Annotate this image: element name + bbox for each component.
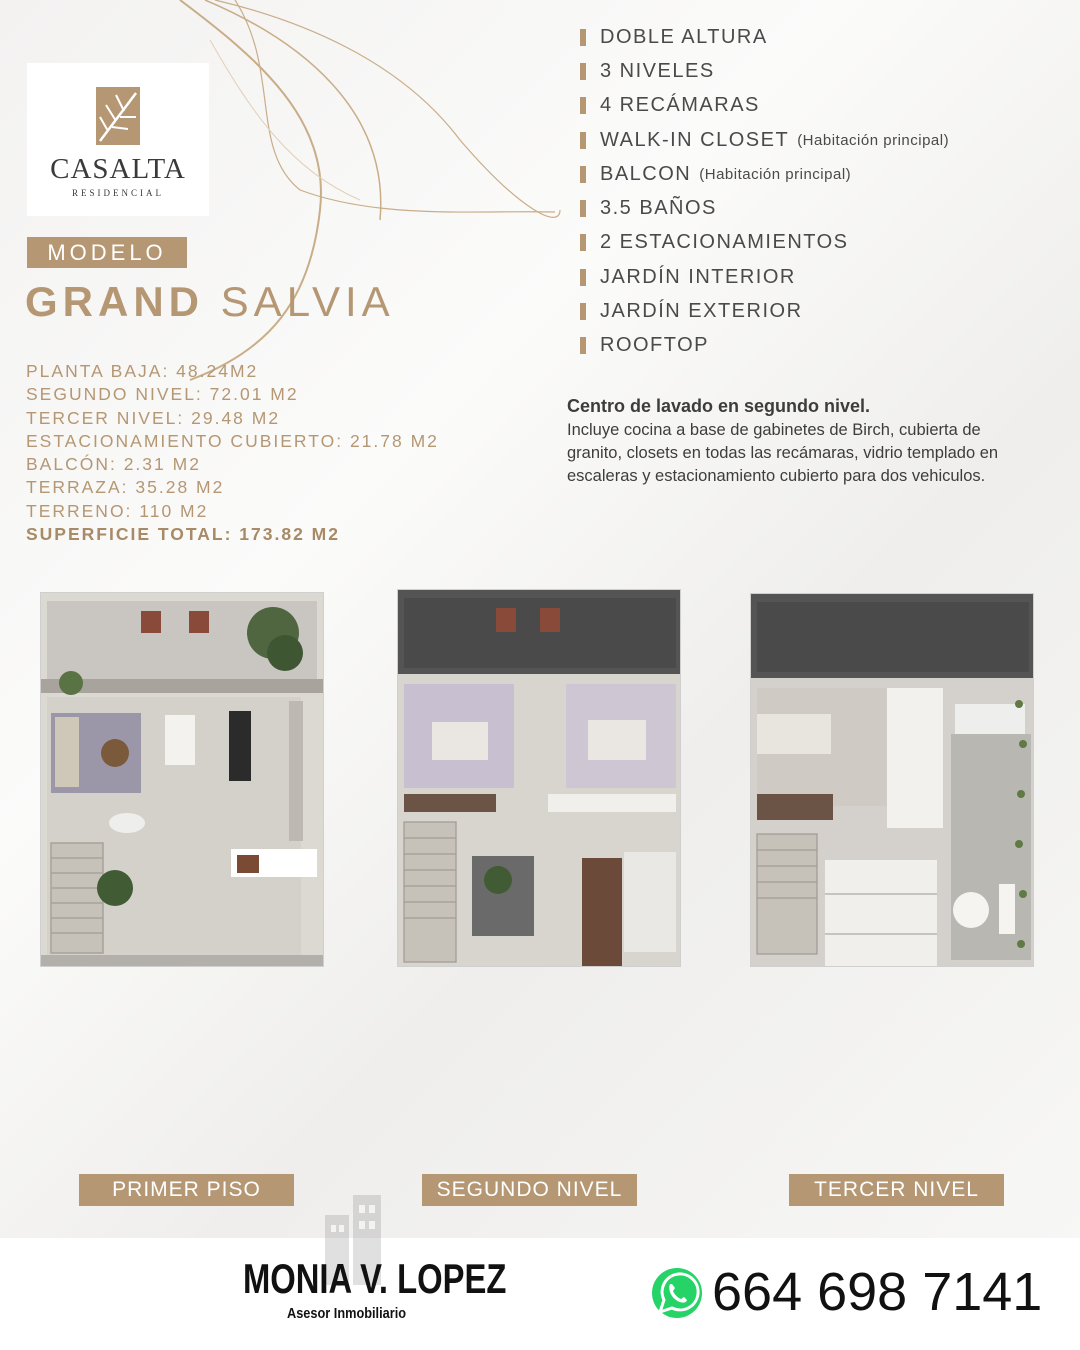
bullet-bar-icon [580,234,586,251]
bullet-bar-icon [580,166,586,183]
area-item: TERRAZA: 35.28 M2 [26,477,225,498]
feature-label: ROOFTOP [600,334,710,357]
description-text: Incluye cocina a base de gabinetes de Birch, cubierta de granito, closets en todas las recámaras, vidrio templado en escaleras y estacionamiento cubierto para dos vehiculos. [567,421,999,485]
feature-label: 4 RECÁMARAS [600,94,760,117]
bullet-bar-icon [580,63,586,80]
feature-item [580,123,1060,157]
feature-item [580,294,1060,328]
feature-label: BALCON [600,162,692,185]
feature-label: 3.5 BAÑOS [600,197,717,220]
bullet-bar-icon [580,269,586,286]
feature-item [580,191,1060,225]
feature-label: DOBLE ALTURA [600,25,768,48]
feature-label: 2 ESTACIONAMIENTOS [600,231,849,254]
bullet-bar-icon [580,132,586,149]
whatsapp-icon[interactable] [650,1266,704,1320]
feature-item [580,329,1060,363]
floor-plan-second [397,589,681,967]
model-title [25,278,395,326]
feature-label: 3 NIVELES [600,59,715,82]
feature-item [580,157,1060,191]
feature-label: JARDÍN EXTERIOR [600,300,803,323]
leaf-logo-icon [96,87,140,145]
feature-item [580,226,1060,260]
floor-plan-first [40,592,324,967]
model-name-bold: GRAND [25,278,204,325]
bullet-bar-icon [580,200,586,217]
floor-plan-third [750,593,1034,967]
plan-label-first: PRIMER PISO [79,1174,294,1206]
feature-list [580,20,1060,363]
area-item: TERCER NIVEL: 29.48 M2 [26,407,281,428]
area-item: ESTACIONAMIENTO CUBIERTO: 21.78 M2 [26,430,439,451]
feature-note: (Habitación principal) [797,131,950,149]
bullet-bar-icon [580,337,586,354]
feature-item [580,54,1060,88]
plan-label-second: SEGUNDO NIVEL [422,1174,637,1206]
area-item: BALCÓN: 2.31 M2 [26,454,201,475]
feature-label: JARDÍN INTERIOR [600,265,796,288]
agent-role: Asesor Inmobiliario [287,1305,407,1322]
casalta-logo [27,63,209,216]
feature-label: WALK-IN CLOSET [600,128,790,151]
area-item: TERRENO: 110 M2 [26,500,209,521]
model-badge: MODELO [27,237,187,268]
agent-name: MONIA V. LOPEZ [243,1255,507,1302]
model-name-light: SALVIA [220,278,395,325]
logo-name: CASALTA [50,153,186,185]
area-list [26,360,526,546]
description-title: Centro de lavado en segundo nivel. [567,396,871,416]
feature-note: (Habitación principal) [699,165,852,183]
bullet-bar-icon [580,29,586,46]
feature-item [580,20,1060,54]
area-item: PLANTA BAJA: 48.24M2 [26,361,259,381]
bullet-bar-icon [580,97,586,114]
logo-subtitle: RESIDENCIAL [72,188,164,198]
feature-item [580,260,1060,294]
phone-number[interactable]: 664 698 7141 [712,1262,1043,1322]
plan-label-third: TERCER NIVEL [789,1174,1004,1206]
bullet-bar-icon [580,303,586,320]
feature-item [580,89,1060,123]
area-total: SUPERFICIE TOTAL: 173.82 M2 [26,524,340,545]
area-item: SEGUNDO NIVEL: 72.01 M2 [26,384,299,405]
description-block [567,396,1037,488]
